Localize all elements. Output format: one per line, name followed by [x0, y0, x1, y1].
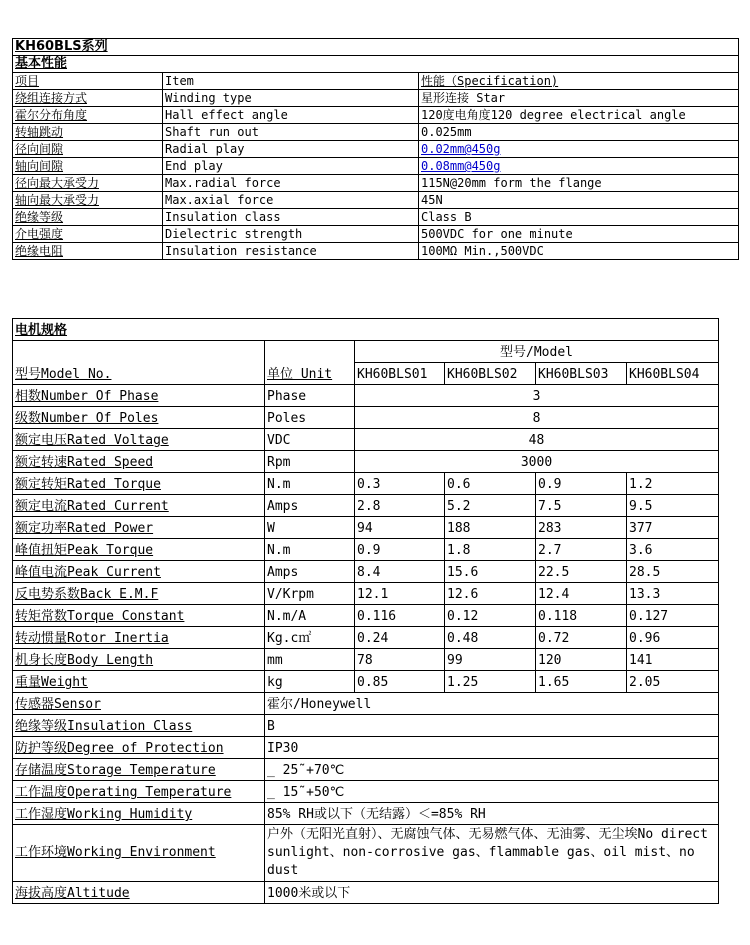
table-row: [13, 192, 739, 209]
row-item-en: Dielectric strength: [163, 226, 419, 243]
row-spec[interactable]: 0.02mm@450g: [419, 141, 739, 158]
row-value-model-2: 0.6: [445, 473, 536, 495]
row-item-en: Radial play: [163, 141, 419, 158]
model-group-label: 型号/Model: [355, 341, 719, 363]
row-value: 1000米或以下: [265, 882, 719, 904]
row-item-en: Max.axial force: [163, 192, 419, 209]
table-row: [13, 781, 719, 803]
table-row: [13, 693, 719, 715]
row-unit: Poles: [265, 407, 355, 429]
section-row: [13, 319, 719, 341]
table-row: [13, 385, 719, 407]
row-value-model-3: 0.72: [536, 627, 627, 649]
table-header-row: [13, 73, 739, 90]
row-value-model-2: 1.8: [445, 539, 536, 561]
row-spec: 45N: [419, 192, 739, 209]
row-name: 机身长度Body Length: [13, 649, 265, 671]
row-value-model-4: 9.5: [627, 495, 719, 517]
row-unit: V/Krpm: [265, 583, 355, 605]
row-value: 3000: [355, 451, 719, 473]
row-value-model-1: 94: [355, 517, 445, 539]
row-item-cn: 介电强度: [13, 226, 163, 243]
table-row: [13, 715, 719, 737]
row-value-model-3: 22.5: [536, 561, 627, 583]
table-row: [13, 90, 739, 107]
row-value-model-2: 15.6: [445, 561, 536, 583]
row-unit: Amps: [265, 561, 355, 583]
row-value-model-1: 78: [355, 649, 445, 671]
row-name: 工作环境Working Environment: [13, 825, 265, 882]
row-name: 额定电压Rated Voltage: [13, 429, 265, 451]
row-item-cn: 径向最大承受力: [13, 175, 163, 192]
row-value-model-1: 12.1: [355, 583, 445, 605]
table-row: [13, 407, 719, 429]
row-value-model-4: 13.3: [627, 583, 719, 605]
row-value-model-1: 8.4: [355, 561, 445, 583]
row-value-model-4: 377: [627, 517, 719, 539]
table-row: [13, 209, 739, 226]
row-value: B: [265, 715, 719, 737]
row-value: IP30: [265, 737, 719, 759]
row-name: 转矩常数Torque Constant: [13, 605, 265, 627]
table-row: [13, 473, 719, 495]
row-value-model-3: 0.118: [536, 605, 627, 627]
row-item-cn: 轴向最大承受力: [13, 192, 163, 209]
row-name: 额定转速Rated Speed: [13, 451, 265, 473]
row-value-model-2: 99: [445, 649, 536, 671]
row-value-model-2: 5.2: [445, 495, 536, 517]
row-value-model-3: 120: [536, 649, 627, 671]
row-item-en: End play: [163, 158, 419, 175]
table-row: [13, 107, 739, 124]
row-value-model-2: 1.25: [445, 671, 536, 693]
table-row: [13, 605, 719, 627]
row-value-model-1: 0.24: [355, 627, 445, 649]
table-row: [13, 671, 719, 693]
row-value-model-1: 0.3: [355, 473, 445, 495]
row-name: 级数Number Of Poles: [13, 407, 265, 429]
row-spec[interactable]: 0.08mm@450g: [419, 158, 739, 175]
row-value: 霍尔/Honeywell: [265, 693, 719, 715]
row-value-model-1: 0.85: [355, 671, 445, 693]
row-item-en: Insulation resistance: [163, 243, 419, 260]
row-value-model-1: 2.8: [355, 495, 445, 517]
row-name: 存储温度Storage Temperature: [13, 759, 265, 781]
row-value-model-3: 0.9: [536, 473, 627, 495]
table-row: [13, 175, 739, 192]
table-row: [13, 226, 739, 243]
row-item-cn: 转轴跳动: [13, 124, 163, 141]
row-unit: N.m: [265, 539, 355, 561]
header-spec: 性能（Specification): [419, 73, 739, 90]
section-title: 电机规格: [13, 319, 719, 341]
table-row: [13, 561, 719, 583]
table-row: [13, 803, 719, 825]
section-row: [13, 56, 739, 73]
row-value-model-2: 0.48: [445, 627, 536, 649]
row-value: 户外（无阳光直射）、无腐蚀气体、无易燃气体、无油雾、无尘埃No direct sunlight、non-corrosive gas、flammable gas、oil mist、no dust: [265, 825, 719, 882]
row-unit: N.m: [265, 473, 355, 495]
row-name: 相数Number Of Phase: [13, 385, 265, 407]
row-name: 重量Weight: [13, 671, 265, 693]
row-value: _ 25˜+70℃: [265, 759, 719, 781]
row-value-model-4: 1.2: [627, 473, 719, 495]
row-spec: 星形连接 Star: [419, 90, 739, 107]
row-name: 峰值扭矩Peak Torque: [13, 539, 265, 561]
row-unit: W: [265, 517, 355, 539]
row-value: _ 15˜+50℃: [265, 781, 719, 803]
row-item-en: Shaft run out: [163, 124, 419, 141]
header-unit: 单位 Unit: [265, 341, 355, 385]
row-item-cn: 绝缘等级: [13, 209, 163, 226]
row-value-model-2: 12.6: [445, 583, 536, 605]
row-spec: 100MΩ Min.,500VDC: [419, 243, 739, 260]
row-name: 绝缘等级Insulation Class: [13, 715, 265, 737]
row-item-cn: 绕组连接方式: [13, 90, 163, 107]
row-name: 额定功率Rated Power: [13, 517, 265, 539]
row-item-en: Winding type: [163, 90, 419, 107]
model-1: KH60BLS01: [355, 363, 445, 385]
row-value: 3: [355, 385, 719, 407]
row-spec: 115N@20mm form the flange: [419, 175, 739, 192]
row-unit: Amps: [265, 495, 355, 517]
row-value-model-4: 141: [627, 649, 719, 671]
table-row: [13, 451, 719, 473]
table-row: [13, 627, 719, 649]
model-4: KH60BLS04: [627, 363, 719, 385]
row-name: 海拔高度Altitude: [13, 882, 265, 904]
row-value: 8: [355, 407, 719, 429]
section-title: 基本性能: [13, 56, 739, 73]
row-name: 防护等级Degree of Protection: [13, 737, 265, 759]
table-row: [13, 737, 719, 759]
row-name: 峰值电流Peak Current: [13, 561, 265, 583]
table-row: [13, 429, 719, 451]
altitude-row: [13, 882, 719, 904]
row-item-cn: 霍尔分布角度: [13, 107, 163, 124]
row-item-cn: 绝缘电阻: [13, 243, 163, 260]
table-row: [13, 243, 739, 260]
row-spec: 0.025mm: [419, 124, 739, 141]
table-row: [13, 649, 719, 671]
row-spec: Class B: [419, 209, 739, 226]
row-name: 转动惯量Rotor Inertia: [13, 627, 265, 649]
row-spec: 120度电角度120 degree electrical angle: [419, 107, 739, 124]
row-unit: Phase: [265, 385, 355, 407]
row-value-model-3: 12.4: [536, 583, 627, 605]
table-row: [13, 539, 719, 561]
row-name: 反电势系数Back E.M.F: [13, 583, 265, 605]
row-name: 工作温度Operating Temperature: [13, 781, 265, 803]
header-en: Item: [163, 73, 419, 90]
series-title: KH60BLS系列: [13, 39, 739, 56]
row-value-model-2: 0.12: [445, 605, 536, 627]
row-name: 传感器Sensor: [13, 693, 265, 715]
row-value: 85% RH或以下（无结露）＜=85% RH: [265, 803, 719, 825]
row-value-model-3: 283: [536, 517, 627, 539]
row-value-model-4: 0.127: [627, 605, 719, 627]
motor-spec-table: [12, 318, 719, 904]
row-name: 工作湿度Working Humidity: [13, 803, 265, 825]
row-item-en: Insulation class: [163, 209, 419, 226]
row-value-model-4: 0.96: [627, 627, 719, 649]
row-name: 额定电流Rated Current: [13, 495, 265, 517]
row-value-model-1: 0.116: [355, 605, 445, 627]
model-2: KH60BLS02: [445, 363, 536, 385]
row-unit: kg: [265, 671, 355, 693]
table-row: [13, 141, 739, 158]
header-model-no: 型号Model No.: [13, 341, 265, 385]
row-value-model-4: 3.6: [627, 539, 719, 561]
row-unit: mm: [265, 649, 355, 671]
row-item-en: Max.radial force: [163, 175, 419, 192]
row-unit: Kg.c㎡: [265, 627, 355, 649]
row-unit: Rpm: [265, 451, 355, 473]
row-spec: 500VDC for one minute: [419, 226, 739, 243]
row-value-model-3: 1.65: [536, 671, 627, 693]
row-name: 额定转矩Rated Torque: [13, 473, 265, 495]
table-row: [13, 158, 739, 175]
row-value: 48: [355, 429, 719, 451]
row-value-model-1: 0.9: [355, 539, 445, 561]
row-item-en: Hall effect angle: [163, 107, 419, 124]
row-item-cn: 轴向间隙: [13, 158, 163, 175]
row-unit: VDC: [265, 429, 355, 451]
table-row: [13, 517, 719, 539]
model-group-row: [13, 341, 719, 363]
table-row: [13, 124, 739, 141]
environment-row: [13, 825, 719, 882]
table-row: [13, 759, 719, 781]
table-row: [13, 583, 719, 605]
row-value-model-2: 188: [445, 517, 536, 539]
row-value-model-4: 28.5: [627, 561, 719, 583]
row-value-model-3: 2.7: [536, 539, 627, 561]
table-row: [13, 495, 719, 517]
row-value-model-4: 2.05: [627, 671, 719, 693]
row-unit: N.m/A: [265, 605, 355, 627]
row-item-cn: 径向间隙: [13, 141, 163, 158]
series-title-row: [13, 39, 739, 56]
basic-performance-table: [12, 38, 739, 260]
model-3: KH60BLS03: [536, 363, 627, 385]
header-cn: 项目: [13, 73, 163, 90]
row-value-model-3: 7.5: [536, 495, 627, 517]
